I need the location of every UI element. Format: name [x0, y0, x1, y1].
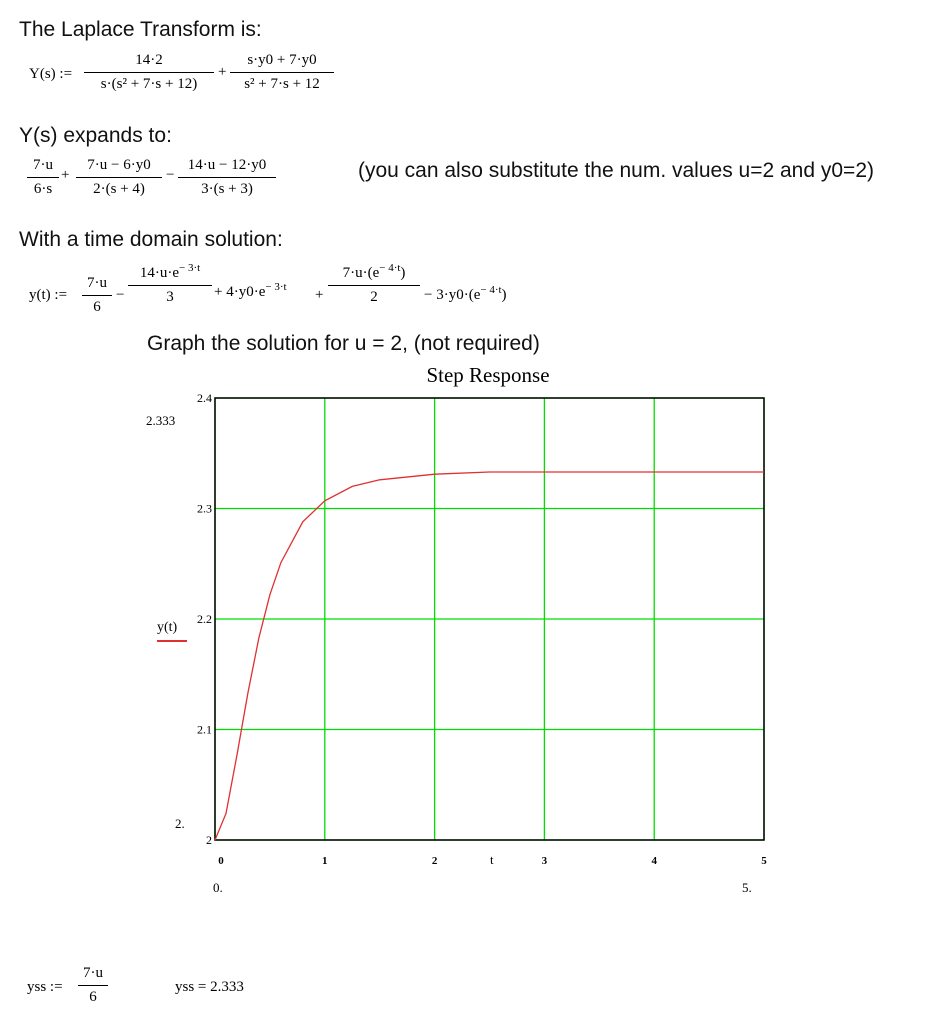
eq1-term2 — [230, 52, 334, 93]
eq3-term1-num: 7·u — [87, 275, 107, 291]
eq2-op2: − — [166, 167, 175, 183]
y-top-marker: 2.333 — [146, 413, 176, 428]
step-response-chart — [0, 360, 945, 980]
heading-graph: Graph the solution for u = 2, (not required) — [147, 332, 540, 355]
eq2-term1 — [27, 157, 59, 198]
chart-grid — [215, 398, 764, 840]
yss-num: 7·u — [83, 965, 103, 981]
y-tick-label: 2 — [206, 833, 212, 847]
eq3-term2-num: 14·u·e — [139, 265, 179, 281]
eq2-term3 — [178, 157, 276, 198]
series-y-of-t — [215, 472, 764, 840]
substitution-note: (you can also substitute the num. values u=2 and y0=2) — [358, 159, 874, 182]
x-right-marker: 5. — [742, 880, 752, 895]
eq3-tail — [424, 285, 507, 303]
eq1-term1-num: 14·2 — [135, 52, 163, 68]
eq3-mid-exp: − 3·t — [265, 281, 287, 293]
eq2-term2-den: 2·(s + 4) — [93, 181, 145, 197]
eq3-term3 — [328, 262, 420, 306]
chart-title: Step Response — [426, 363, 550, 387]
eq3-term2 — [128, 262, 212, 306]
eq3-tail-close: ) — [501, 287, 507, 303]
eq1-lhs: Y(s) := — [29, 66, 73, 82]
x-tick-label: 4 — [651, 855, 657, 867]
eq3-tail-text: − 3·y0·(e — [424, 287, 481, 303]
eq3-term2-exp: − 3·t — [178, 262, 201, 274]
yss-result: yss = 2.333 — [175, 979, 244, 995]
eq2-op1: + — [61, 167, 70, 183]
eq1-term2-den: s² + 7·s + 12 — [244, 76, 320, 92]
y-tick-label: 2.4 — [197, 391, 212, 405]
eq2-term2 — [76, 157, 162, 198]
eq3-mid-text: + 4·y0·e — [214, 284, 266, 300]
x-tick-label: 0 — [218, 855, 224, 867]
eq1-term1 — [84, 52, 214, 93]
yss-lhs: yss := — [27, 979, 63, 995]
eq2-term1-num: 7·u — [33, 157, 53, 173]
eq1-term2-num: s·y0 + 7·y0 — [247, 52, 317, 68]
x-left-marker: 0. — [213, 880, 223, 895]
y-axis-label: y(t) — [157, 620, 178, 635]
eq3-op1: − — [116, 287, 125, 303]
x-tick-label: 5 — [761, 855, 767, 867]
heading-expands: Y(s) expands to: — [19, 124, 172, 147]
heading-time-domain: With a time domain solution: — [19, 228, 283, 251]
eq3-term3-exp: − 4·t — [379, 262, 401, 274]
yss-den: 6 — [89, 989, 97, 1005]
eq3-op2: + — [315, 287, 324, 303]
eq3-term3-num: 7·u·(e — [342, 265, 380, 281]
y-tick-label: 2.2 — [197, 612, 212, 626]
x-axis-label: t — [490, 852, 494, 867]
x-tick-label: 2 — [431, 855, 438, 867]
eq3-term2-den: 3 — [166, 289, 174, 305]
eq3-tail-exp: − 4·t — [480, 284, 502, 296]
y-tick-label: 2.1 — [197, 722, 212, 737]
eq3-term3-close: ) — [400, 265, 406, 281]
y-tick-label: 2.3 — [197, 501, 212, 516]
eq1-term1-den: s·(s² + 7·s + 12) — [100, 76, 198, 92]
eq3-term1-den: 6 — [93, 299, 101, 315]
heading-laplace: The Laplace Transform is: — [19, 18, 262, 41]
y-bottom-marker: 2. — [175, 816, 185, 831]
eq3-mid — [214, 282, 287, 300]
eq2-term3-num: 14·u − 12·y0 — [187, 157, 267, 173]
eq3-term1 — [82, 275, 112, 316]
eq3-lhs: y(t) := — [29, 287, 68, 303]
chart-ticks — [197, 391, 767, 867]
eq1-plus: + — [218, 64, 227, 80]
eq2-term3-den: 3·(s + 3) — [201, 181, 253, 197]
eq2-term2-num: 7·u − 6·y0 — [87, 157, 151, 173]
yss-fraction — [78, 965, 108, 1006]
eq2-term1-den: 6·s — [33, 181, 53, 197]
x-tick-label: 3 — [541, 855, 548, 867]
x-tick-label: 1 — [322, 855, 328, 867]
eq3-term3-den: 2 — [370, 289, 378, 305]
